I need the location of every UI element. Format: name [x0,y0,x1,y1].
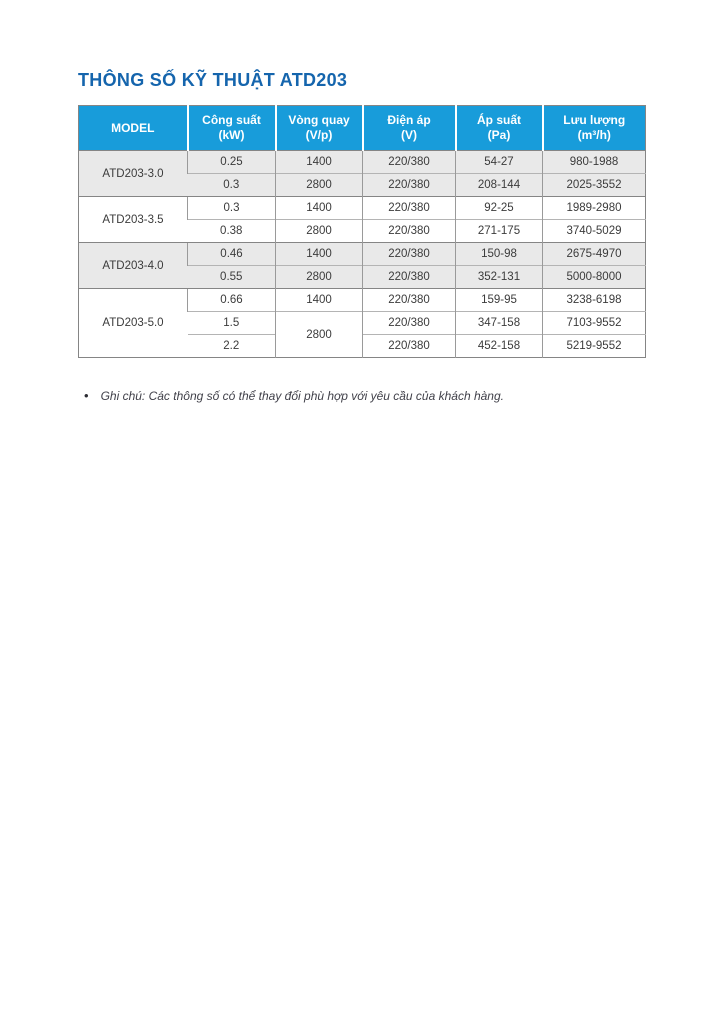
cell-speed: 1400 [276,151,363,174]
cell-speed: 2800 [276,312,363,358]
table-row [79,243,646,266]
col-header-power [188,106,276,151]
cell-flow: 3740-5029 [543,220,646,243]
note [84,388,504,403]
table-row [79,289,646,312]
cell-voltage: 220/380 [363,312,456,335]
col-header-speed [276,106,363,151]
header-row [79,106,646,151]
cell-model: ATD203-3.0 [79,151,188,197]
cell-pressure: 347-158 [456,312,543,335]
cell-flow: 2025-3552 [543,174,646,197]
cell-voltage: 220/380 [363,335,456,358]
cell-flow: 7103-9552 [543,312,646,335]
table-row [79,197,646,220]
col-header-model [79,106,188,151]
cell-power: 2.2 [188,335,276,358]
cell-flow: 2675-4970 [543,243,646,266]
cell-voltage: 220/380 [363,289,456,312]
cell-speed: 2800 [276,174,363,197]
cell-pressure: 208-144 [456,174,543,197]
col-header-flow [543,106,646,151]
cell-model: ATD203-4.0 [79,243,188,289]
col-header-label: Vòng quay [288,113,350,127]
cell-flow: 5219-9552 [543,335,646,358]
cell-speed: 1400 [276,197,363,220]
cell-speed: 2800 [276,266,363,289]
cell-voltage: 220/380 [363,174,456,197]
cell-pressure: 54-27 [456,151,543,174]
note-text: Ghi chú: Các thông số có thể thay đổi phù hợp với yêu cầu của khách hàng. [100,389,504,403]
cell-power: 0.38 [188,220,276,243]
cell-power: 0.55 [188,266,276,289]
cell-speed: 2800 [276,220,363,243]
col-header-sub: (kW) [218,128,245,142]
col-header-label: Công suất [202,113,261,127]
cell-pressure: 352-131 [456,266,543,289]
cell-model: ATD203-5.0 [79,289,188,358]
cell-pressure: 159-95 [456,289,543,312]
cell-power: 0.3 [188,197,276,220]
table-body [79,151,646,358]
cell-power: 0.25 [188,151,276,174]
table-row [79,151,646,174]
cell-power: 0.66 [188,289,276,312]
note-bullet: • [84,388,89,403]
col-header-pressure [456,106,543,151]
col-header-sub: (m³/h) [577,128,611,142]
col-header-label: Điện áp [387,113,431,127]
cell-pressure: 150-98 [456,243,543,266]
spec-table [78,105,646,358]
cell-voltage: 220/380 [363,266,456,289]
cell-power: 0.46 [188,243,276,266]
cell-model: ATD203-3.5 [79,197,188,243]
col-header-sub: (Pa) [487,128,511,142]
cell-voltage: 220/380 [363,197,456,220]
col-header-label: Áp suất [476,113,521,127]
cell-flow: 5000-8000 [543,266,646,289]
cell-pressure: 271-175 [456,220,543,243]
cell-speed: 1400 [276,243,363,266]
cell-voltage: 220/380 [363,220,456,243]
cell-power: 1.5 [188,312,276,335]
cell-flow: 3238-6198 [543,289,646,312]
cell-power: 0.3 [188,174,276,197]
cell-voltage: 220/380 [363,151,456,174]
col-header-sub: (V) [401,128,417,142]
cell-speed: 1400 [276,289,363,312]
cell-flow: 980-1988 [543,151,646,174]
col-header-label: Lưu lượng [563,113,626,127]
col-header-label: MODEL [111,120,155,135]
cell-flow: 1989-2980 [543,197,646,220]
page-title: THÔNG SỐ KỸ THUẬT ATD203 [78,70,348,90]
cell-voltage: 220/380 [363,243,456,266]
col-header-sub: (V/p) [305,128,333,142]
table-header [79,106,646,151]
cell-pressure: 92-25 [456,197,543,220]
col-header-voltage [363,106,456,151]
cell-pressure: 452-158 [456,335,543,358]
